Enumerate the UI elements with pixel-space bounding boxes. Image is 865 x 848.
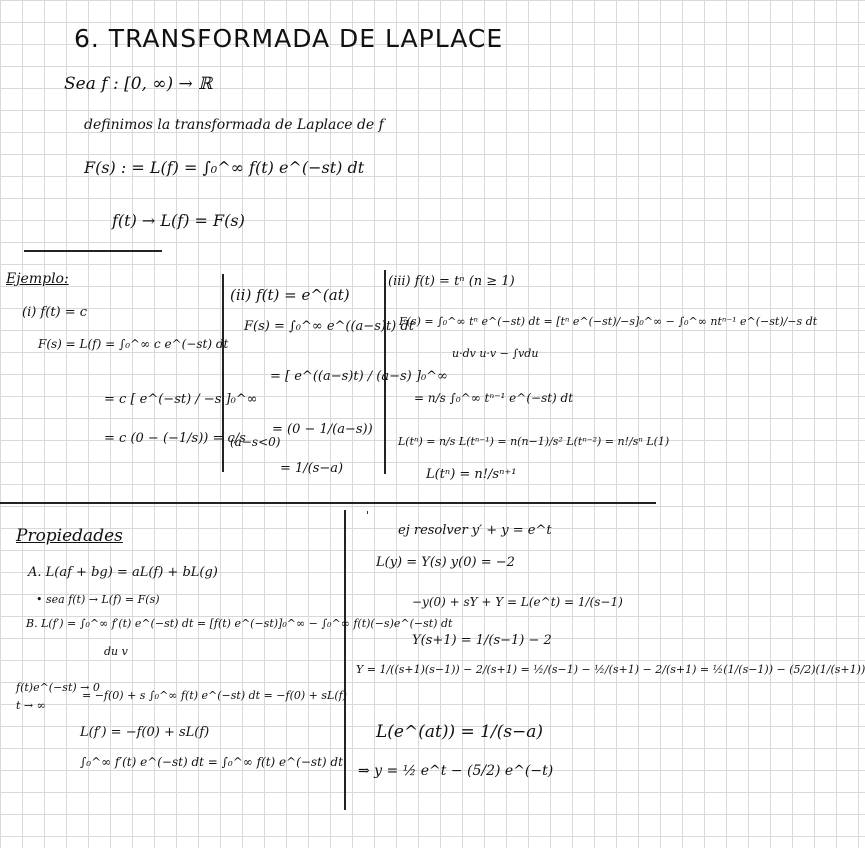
exercise-solution: ⇒ y = ½ e^t − (5/2) e^(−t): [358, 763, 554, 779]
example-ii-limit: = (0 − 1/(a−s)): [272, 422, 373, 437]
limit-variable: t → ∞: [16, 699, 46, 712]
example-i-def: (i) f(t) = c: [22, 305, 88, 320]
example-iii-def: (iii) f(t) = tⁿ (n ≥ 1): [388, 274, 515, 289]
example-ii-integral: F(s) = ∫₀^∞ e^((a−s)t) dt: [244, 319, 414, 334]
example-iii-integral: F(s) = ∫₀^∞ tⁿ e^(−st) dt = [tⁿ e^(−st)/−s]₀^∞ − ∫₀^∞ ntⁿ⁻¹ e^(−st)/−s dt: [399, 315, 818, 328]
exercise-solve-y: Y(s+1) = 1/(s−1) − 2: [412, 633, 552, 648]
domain-definition: Sea f : [0, ∞) → ℝ: [64, 74, 213, 94]
exercise-initial: L(y) = Y(s) y(0) = −2: [376, 555, 515, 570]
exercise-transform: −y(0) + sY + Y = L(e^t) = 1/(s−1): [412, 595, 623, 609]
property-b-premise: • sea f(t) → L(f) = F(s): [36, 593, 160, 606]
example-iii-step: = n/s ∫₀^∞ tⁿ⁻¹ e^(−st) dt: [414, 391, 574, 405]
example-iii-result: L(tⁿ) = n!/sⁿ⁺¹: [426, 467, 517, 482]
example-ii-eval: = [ e^((a−s)t) / (a−s) ]₀^∞: [270, 369, 448, 384]
definition-text: definimos la transformada de Laplace de f: [84, 117, 384, 133]
example-i-result: = c (0 − (−1/s)) = c/s: [104, 431, 246, 446]
laplace-mapping: f(t) → L(f) = F(s): [112, 211, 245, 230]
laplace-formula: F(s) : = L(f) = ∫₀^∞ f(t) e^(−st) dt: [84, 158, 365, 177]
exercise-exp-transform: L(e^(at)) = 1/(s−a): [376, 722, 544, 742]
property-a: A. L(af + bg) = aL(f) + bL(g): [28, 565, 218, 580]
example-ii-condition: (a−s<0): [230, 435, 281, 449]
examples-heading: Ejemplo:: [6, 271, 69, 287]
property-b: B. L(f′) = ∫₀^∞ f′(t) e^(−st) dt = [f(t) e^(−st)]₀^∞ − ∫₀^∞ f(t)(−s)e^(−st) dt: [26, 617, 453, 630]
section-divider: [0, 502, 656, 504]
column-divider: [344, 510, 346, 810]
example-ii-result: = 1/(s−a): [280, 461, 344, 476]
example-i-eval: = c [ e^(−st) / −s ]₀^∞: [104, 392, 258, 407]
properties-heading: Propiedades: [16, 526, 123, 546]
property-b-derivation: = −f(0) + s ∫₀^∞ f(t) e^(−st) dt = −f(0) + sL(f): [82, 689, 347, 702]
example-iii-parts: u·dv u·v − ∫vdu: [452, 347, 539, 360]
example-iii-recursion: L(tⁿ) = n/s L(tⁿ⁻¹) = n(n−1)/s² L(tⁿ⁻²) = n!/sⁿ L(1): [398, 435, 670, 448]
property-b-result: L(f′) = −f(0) + sL(f): [80, 725, 210, 740]
example-ii-def: (ii) f(t) = e^(at): [230, 286, 350, 304]
exercise-statement: ej resolver y′ + y = e^t: [398, 523, 552, 538]
page-title: 6. TRANSFORMADA DE LAPLACE: [74, 24, 504, 53]
margin-tick: ': [366, 509, 370, 522]
property-b-integral: ∫₀^∞ f′(t) e^(−st) dt = ∫₀^∞ f(t) e^(−st) dt: [80, 755, 343, 769]
example-i-integral: F(s) = L(f) = ∫₀^∞ c e^(−st) dt: [38, 337, 229, 351]
intro-underline: [24, 250, 162, 252]
limit-condition: f(t)e^(−st) → 0: [16, 681, 100, 694]
exercise-partial-fractions: Y = 1/((s+1)(s−1)) − 2/(s+1) = ½/(s−1) − ½/(s+1) − 2/(s+1) = ½(1/(s−1)) − (5/2)(1/(s+1)): [356, 663, 865, 676]
property-b-parts: du v: [104, 645, 128, 658]
